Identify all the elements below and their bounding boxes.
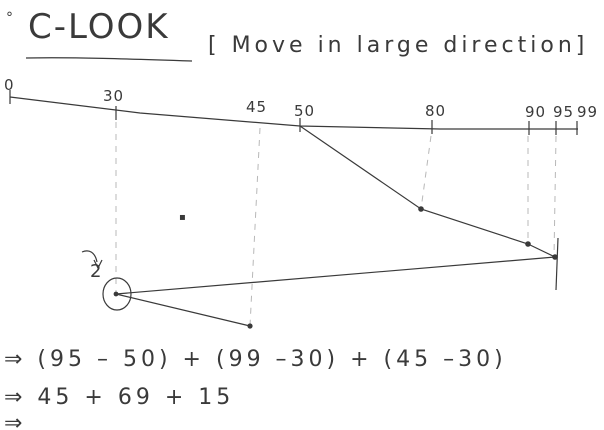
label-0: 0 — [4, 76, 15, 94]
guide-45 — [250, 128, 260, 326]
label-45: 45 — [246, 98, 268, 116]
label-50: 50 — [294, 102, 316, 120]
equation-line-1: ⇒ (95 – 50) + (99 –30) + (45 –30) — [4, 347, 507, 372]
label-90: 90 — [525, 103, 547, 121]
guide-80 — [421, 136, 431, 209]
request-95-point — [552, 254, 558, 260]
label-95: 95 — [553, 103, 575, 121]
stray-mark: ▪ — [179, 212, 187, 223]
service-path-final — [116, 294, 250, 326]
request-80-point — [418, 206, 424, 212]
start-marker: 2 — [90, 261, 103, 282]
subtitle: [ Move in large direction] — [208, 33, 589, 58]
request-90-point — [525, 241, 531, 247]
title-underline — [26, 58, 192, 61]
equation-line-2: ⇒ 45 + 69 + 15 — [4, 385, 235, 410]
return-path — [116, 257, 555, 294]
label-80: 80 — [425, 102, 447, 120]
request-30-point — [114, 292, 119, 297]
label-30: 30 — [103, 87, 125, 105]
upper-end-marker — [556, 238, 558, 290]
title: C-LOOK — [28, 7, 170, 47]
equation-line-3: ⇒ — [4, 411, 27, 430]
bullet-mark: ° — [6, 10, 14, 26]
request-45-point — [247, 323, 252, 328]
guide-95 — [554, 136, 556, 257]
label-99: 99 — [577, 103, 599, 121]
service-path-forward — [300, 126, 555, 257]
